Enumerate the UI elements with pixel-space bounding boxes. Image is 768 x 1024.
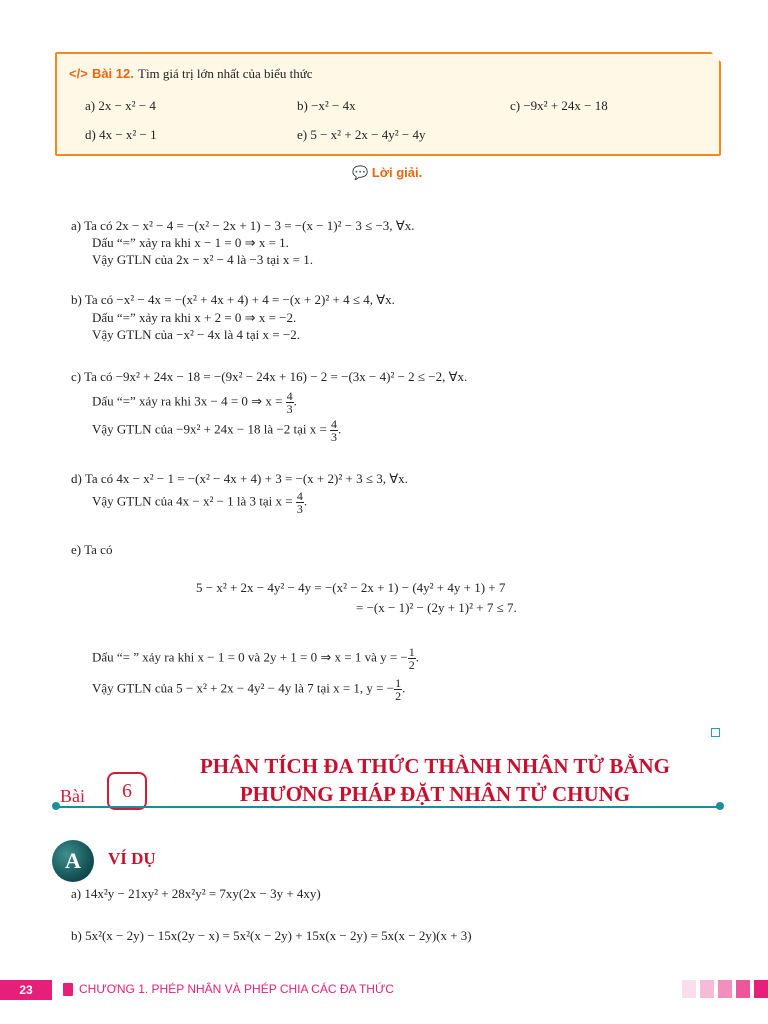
speech-bubble-icon: 💬	[352, 165, 369, 180]
footer-decor-square	[700, 980, 714, 998]
solution-d-line-2-text: Vậy GTLN của 4x − x² − 1 là 3 tại x =	[92, 493, 293, 509]
solution-c-line-2: Dấu “=” xảy ra khi 3x − 4 = 0 ⇒ x = $\frac{4}{3}$ .	[92, 389, 297, 416]
exercise-icon: </>	[69, 66, 88, 81]
exercise-prompt: Tìm giá trị lớn nhất của biểu thức	[138, 66, 313, 81]
exercise-option-e: e) 5 − x² + 2x − 4y² − 4y	[297, 127, 426, 142]
lesson-divider	[56, 806, 720, 808]
page-number: 23	[0, 980, 52, 1000]
fraction-denominator: 3	[331, 430, 338, 444]
solution-b-line-2: Dấu “=” xảy ra khi x + 2 = 0 ⇒ x = −2.	[92, 310, 297, 325]
lesson-title-line-2: PHƯƠNG PHÁP ĐẶT NHÂN TỬ CHUNG	[239, 782, 631, 806]
solution-d-line-1: d) Ta có 4x − x² − 1 = −(x² − 4x + 4) + 3 = −(x + 2)² + 3 ≤ 3, ∀x.	[71, 471, 408, 486]
fraction-one-half	[408, 646, 416, 671]
end-of-proof-square-icon	[711, 728, 720, 737]
solution-e-line-5-text: Vậy GTLN của 5 − x² + 2x − 4y² − 4y là 7 tại x = 1, y = −	[92, 680, 395, 696]
exercise-option-c: c) −9x² + 24x − 18	[510, 98, 608, 113]
solution-e-line-4-text: Dấu “= ” xảy ra khi x − 1 = 0 và 2y + 1 = 0 ⇒ x = 1 và y = −	[92, 649, 408, 665]
exercise-label: Bài 12.	[91, 66, 134, 81]
fraction-denominator: 3	[286, 402, 293, 416]
lesson-word: Bài	[60, 786, 85, 806]
fraction-one-half	[394, 677, 402, 702]
exercise-box	[55, 52, 721, 156]
divider-dot-right	[716, 802, 724, 810]
chapter-title: CHƯƠNG 1. PHÉP NHÂN VÀ PHÉP CHIA CÁC ĐA THỨC	[79, 982, 394, 996]
solution-c-line-2-text: Dấu “=” xảy ra khi 3x − 4 = 0 ⇒ x =	[92, 393, 283, 409]
solution-e-line-1: e) Ta có	[71, 542, 113, 557]
lesson-title-line-1: PHÂN TÍCH ĐA THỨC THÀNH NHÂN TỬ BẰNG	[199, 754, 671, 778]
chapter-book-icon	[63, 983, 73, 996]
solution-e-line-5: Vậy GTLN của 5 − x² + 2x − 4y² − 4y là 7 tại x = 1, y = − $\frac{1}{2}$ .	[92, 676, 406, 703]
fraction-four-thirds	[286, 390, 294, 415]
footer-decor-square	[754, 980, 768, 998]
box-corner-cut	[711, 52, 721, 62]
solution-e-equation-1: 5 − x² + 2x − 4y² − 4y = −(x² − 2x + 1) − (4y² + 4y + 1) + 7	[196, 580, 506, 595]
footer-decor-square	[682, 980, 696, 998]
fraction-numerator: 4	[286, 389, 293, 403]
solution-e-line-4: Dấu “= ” xảy ra khi x − 1 = 0 và 2y + 1 = 0 ⇒ x = 1 và y = − $\frac{1}{2}$ .	[92, 645, 420, 672]
solution-a-line-1: a) Ta có 2x − x² − 4 = −(x² − 2x + 1) − 3 = −(x − 1)² − 3 ≤ −3, ∀x.	[71, 218, 415, 233]
section-title: VÍ DỤ	[108, 849, 156, 868]
lesson-number: 6	[107, 772, 147, 810]
footer-decor-square	[718, 980, 732, 998]
solution-b-line-3: Vậy GTLN của −x² − 4x là 4 tại x = −2.	[92, 327, 300, 342]
fraction-numerator: 4	[296, 489, 303, 503]
solution-b-line-1: b) Ta có −x² − 4x = −(x² + 4x + 4) + 4 = −(x + 2)² + 4 ≤ 4, ∀x.	[71, 292, 395, 307]
fraction-numerator: 1	[408, 645, 415, 659]
fraction-four-thirds	[296, 490, 304, 515]
solution-c-line-3: Vậy GTLN của −9x² + 24x − 18 là −2 tại x = $\frac{4}{3}$ .	[92, 417, 342, 444]
solution-label-text: Lời giải.	[371, 165, 423, 180]
exercise-option-a: a) 2x − x² − 4	[85, 98, 156, 113]
fraction-four-thirds	[330, 418, 338, 443]
fraction-denominator: 2	[408, 658, 415, 672]
exercise-heading	[69, 66, 313, 82]
solution-a-line-3: Vậy GTLN của 2x − x² − 4 là −3 tại x = 1.	[92, 252, 313, 267]
fraction-numerator: 1	[395, 676, 402, 690]
solution-a-line-2: Dấu “=” xảy ra khi x − 1 = 0 ⇒ x = 1.	[92, 235, 289, 250]
example-b: b) 5x²(x − 2y) − 15x(2y − x) = 5x²(x − 2y) + 15x(x − 2y) = 5x(x − 2y)(x + 3)	[71, 928, 472, 943]
example-a: a) 14x²y − 21xy² + 28x²y² = 7xy(2x − 3y + 4xy)	[71, 886, 321, 901]
lesson-title	[160, 752, 710, 808]
solution-label	[352, 165, 422, 181]
exercise-option-d: d) 4x − x² − 1	[85, 127, 157, 142]
divider-dot-left	[52, 802, 60, 810]
fraction-numerator: 4	[331, 417, 338, 431]
solution-c-line-1: c) Ta có −9x² + 24x − 18 = −(9x² − 24x + 16) − 2 = −(3x − 4)² − 2 ≤ −2, ∀x.	[71, 369, 468, 384]
solution-d-line-2: Vậy GTLN của 4x − x² − 1 là 3 tại x = $\frac{4}{3}$ .	[92, 489, 308, 516]
fraction-denominator: 3	[296, 502, 303, 516]
solution-c-line-3-text: Vậy GTLN của −9x² + 24x − 18 là −2 tại x =	[92, 421, 327, 437]
section-badge: A	[52, 840, 94, 882]
exercise-option-b: b) −x² − 4x	[297, 98, 356, 113]
fraction-denominator: 2	[395, 689, 402, 703]
footer-decor-square	[736, 980, 750, 998]
solution-e-equation-2: = −(x − 1)² − (2y + 1)² + 7 ≤ 7.	[356, 600, 517, 615]
